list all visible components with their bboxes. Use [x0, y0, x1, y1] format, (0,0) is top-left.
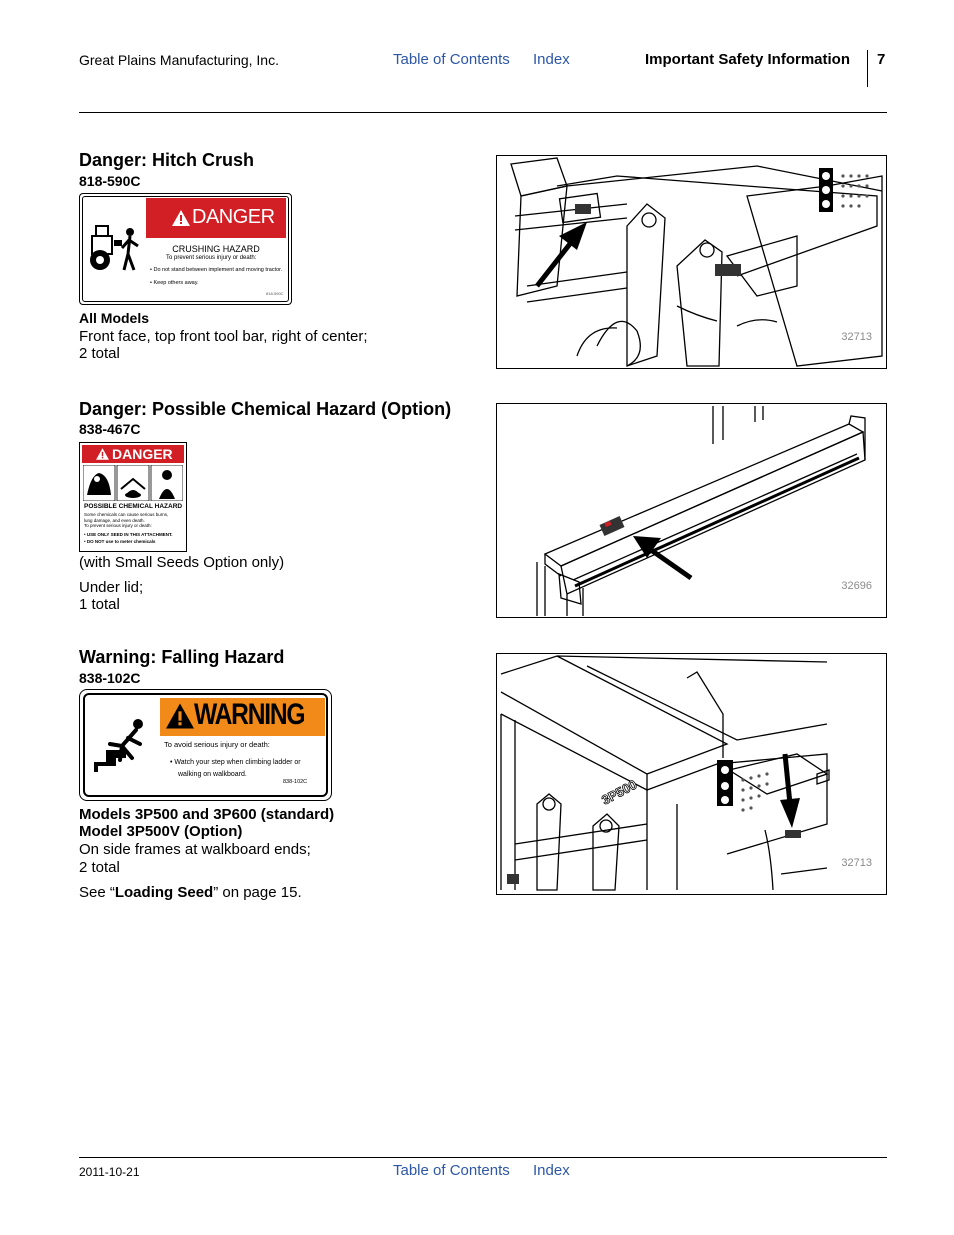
tractor-crush-icon — [88, 222, 144, 274]
footer-date: 2011-10-21 — [79, 1165, 140, 1179]
chemical-hazard-heading: POSSIBLE CHEMICAL HAZARD — [84, 503, 183, 510]
danger-decal-chemical — [79, 442, 187, 552]
chemical-bullet-2: • DO NOT use to meter chemicals — [84, 539, 156, 544]
figure-number-32696: 32696 — [841, 580, 872, 592]
alert-triangle-icon — [166, 702, 194, 730]
decal-location-marker — [785, 830, 801, 838]
hitch-crush-title: Danger: Hitch Crush — [79, 150, 255, 170]
footer-index-link[interactable]: Index — [533, 1162, 570, 1179]
alert-triangle-icon — [172, 210, 190, 226]
crushing-hazard-text: CRUSHING HAZARD — [172, 244, 260, 254]
header-index-link[interactable]: Index — [533, 51, 570, 68]
models-option-label: Model 3P500V (Option) — [79, 823, 243, 840]
hitch-drawing — [497, 156, 887, 369]
header-rule — [79, 112, 887, 113]
small-seeds-note: (with Small Seeds Option only) — [79, 554, 285, 571]
chemical-hazard-part-number: 838-467C — [79, 421, 141, 437]
all-models-label: All Models — [79, 310, 150, 326]
see-reference: See “Loading Seed” on page 15. — [79, 884, 302, 901]
page-number: 7 — [877, 51, 886, 68]
header-divider — [867, 50, 868, 87]
danger-header-chemical — [82, 445, 184, 463]
hitch-crush-location: Front face, top front tool bar, right of center; — [79, 328, 368, 345]
loading-seed-reference[interactable]: Loading Seed — [114, 884, 214, 901]
crush-bullet-1: • Do not stand between implement and moving tractor. — [150, 267, 283, 273]
warning-signal-word: WARNING — [194, 698, 305, 731]
seed-box-drawing — [497, 404, 887, 618]
footer-rule — [79, 1157, 887, 1158]
decal-location-marker — [575, 204, 591, 214]
crush-decal-code: 818-590C — [266, 291, 284, 296]
machine-model-label: 3P500 — [599, 776, 640, 808]
figure-chemical — [496, 403, 887, 618]
pointer-arrow — [780, 754, 800, 828]
footer-toc-link[interactable]: Table of Contents — [393, 1162, 510, 1179]
alert-triangle-icon — [96, 448, 109, 460]
models-standard-label: Models 3P500 and 3P600 (standard) — [79, 806, 335, 823]
warning-header — [160, 698, 325, 736]
figure-number-32713-a: 32713 — [841, 331, 872, 343]
warning-decal-falling — [79, 689, 332, 801]
crush-bullet-2: • Keep others away. — [150, 280, 199, 286]
falling-intro-text: To avoid serious injury or death: — [164, 740, 270, 749]
falling-location: On side frames at walkboard ends; — [79, 841, 311, 858]
falling-decal-code: 838-102C — [283, 779, 308, 785]
danger-decal-crush — [79, 193, 292, 305]
chemical-bullet-1: • USE ONLY SEED IN THIS ATTACHMENT. — [84, 532, 173, 537]
hitch-crush-part-number: 818-590C — [79, 173, 141, 189]
decal-location-marker — [600, 516, 625, 536]
chemical-location: Under lid; — [79, 579, 144, 596]
section-title: Important Safety Information — [645, 51, 851, 68]
chemical-count: 1 total — [79, 596, 120, 613]
chemical-pictograms-icon — [83, 465, 183, 501]
danger-header-crush — [146, 198, 286, 238]
falling-person-icon — [92, 714, 152, 774]
danger-signal-word-crush: DANGER — [192, 206, 275, 228]
falling-hazard-part-number: 838-102C — [79, 670, 141, 686]
falling-count: 2 total — [79, 859, 120, 876]
danger-signal-word-chemical: DANGER — [112, 446, 173, 462]
walkboard-drawing — [497, 654, 887, 895]
hitch-crush-count: 2 total — [79, 345, 120, 362]
falling-hazard-title: Warning: Falling Hazard — [79, 647, 285, 667]
figure-hitch-crush — [496, 155, 887, 369]
chemical-hazard-lines: Some chemicals can cause serious burns, lung damage, and even death. To prevent serious injury or death: — [84, 512, 169, 528]
falling-bullet: • Watch your step when climbing ladder or walking on walkboard. — [170, 759, 301, 778]
crush-intro-text: To prevent serious injury or death: — [166, 255, 257, 261]
header-toc-link[interactable]: Table of Contents — [393, 51, 510, 68]
figure-falling — [496, 653, 887, 895]
company-name: Great Plains Manufacturing, Inc. — [79, 52, 279, 68]
figure-number-32713-b: 32713 — [841, 857, 872, 869]
chemical-hazard-title: Danger: Possible Chemical Hazard (Option) — [79, 399, 452, 419]
